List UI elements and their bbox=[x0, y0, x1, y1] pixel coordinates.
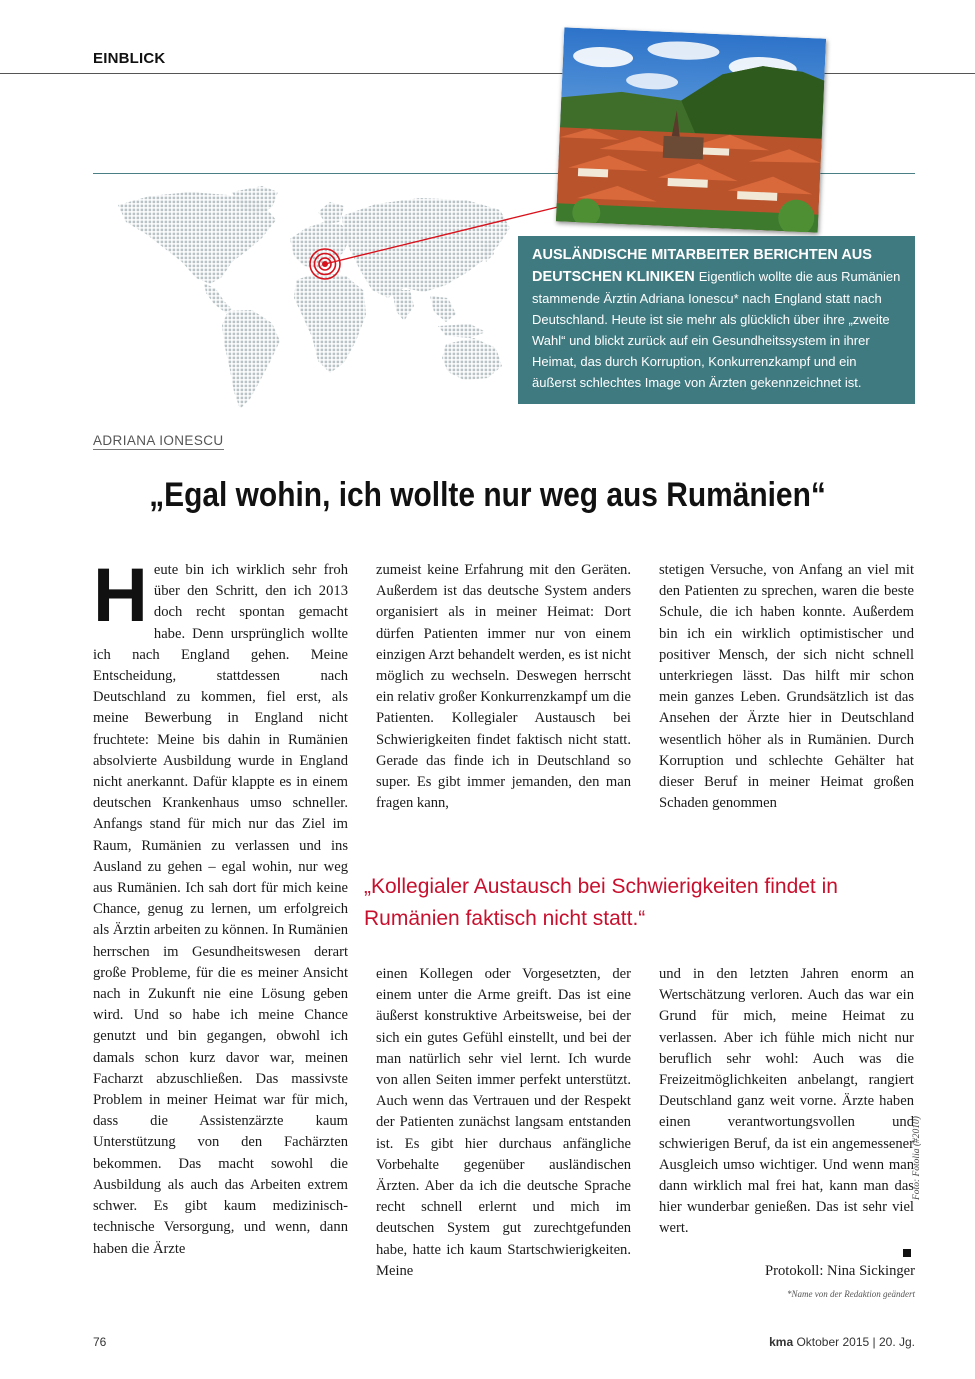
issue-date: Oktober 2015 | 20. Jg. bbox=[796, 1335, 915, 1349]
end-mark-icon bbox=[903, 1249, 911, 1257]
column-3-bottom-text: und in den letzten Jahren enorm an Wertschätzung verloren. Auch das war ein Grund für mich, meine Heimat zu verlassen. Aber ich fühle mich nicht nur beruflich sehr wohl: Auch was die Freizeitmöglichkeiten anbelangt, rangiert Deutschland ganz weit vorne. Ärzte haben einen verantwortungsvollen und schwierigen Beruf, da ist ein angemessener Ausgleich umso wichtiger. Und wenn man dann wirklich mal frei hat, kann man das hier wunderbar genießen. Das ist sehr viel wert. bbox=[659, 966, 914, 1237]
body-column-3-bottom bbox=[659, 964, 914, 1240]
city-photo bbox=[556, 27, 826, 232]
column-3-top-text: stetigen Versuche, von Anfang an viel mit den Patienten zu sprechen, waren die beste Schule, die ich haben konnte. Außerdem bin ich ein wirklich optimistischer und positiver Mensch, der sich nicht schnell unterkriegen lässt. Das hilft mir schon mein ganzes Leben. Grundsätzlich ist das Ansehen der Ärzte hier in Deutschland wesentlich höher als in Rumänien. Durch Korruption und schlechte Gehälter hat dieser Beruf in meiner Heimat großen Schaden genommen bbox=[659, 562, 914, 812]
intro-title: AUSLÄNDISCHE MITARBEITER BERICHTEN AUS DEUTSCHEN KLINIKEN bbox=[532, 247, 872, 285]
column-1-text: eute bin ich wirklich sehr froh über den Schritt, den ich 2013 doch recht spontan gemacht habe. Denn ursprünglich wollte ich nach England gehen. Meine Entscheidung, stattdessen nach Deutschland zu kommen, fiel erst, als meine Bewerbung in England nicht fruchtete: Meine bis dahin in Rumänien absolvierte Ausbildung wurde in England nicht anerkannt. Dafür klappte es in einem deutschen Krankenhaus umso schneller. Anfangs stand für mich nur das Ziel im Raum, Rumänien zu verlassen und ins Ausland zu gehen – egal wohin, nur weg aus Rumänien. Ich sah dort für mich keine Chance, genug zu lernen, um erfolgreich als Ärztin arbeiten zu können. In Rumänien herrschen im Gesundheitswesen derart große Probleme, für die es meiner Ansicht nach in Zukunft nie eine Lösung geben wird. Und so habe ich meine Chance genutzt und bin gegangen, obwohl ich damals schon kurz davor war, meinen Facharzt abzuschließen. Das massivste Problem in meiner Heimat war für mich, dass die Assistenzärzte kaum Unterstützung von den Fachärzten bekommen. Das macht sowohl die Ausbildung als auch das Arbeiten extrem schwer. Es gibt kaum medizinisch-technische Versorgung, und wenn, dann haben die Ärzte bbox=[93, 562, 348, 1257]
column-2-bottom-text: einen Kollegen oder Vorgesetzten, der einem unter die Arme greift. Das ist eine äußerst konstruktive Arbeitsweise, bei der sich ein gutes Gefühl einstellt, und bei der man natürlich sehr viel lernt. Ich wurde von allen Seiten immer perfekt unterstützt. Auch wenn das Vertrauen und der Respekt der Patienten zunächst langsam entstanden ist. Es gibt hier durchaus anfängliche Vorbehalte gegenüber ausländischen Ärzten. Aber da ich die deutsche Sprache recht schnell erlernt und mich im deutschen System gut zurechtgefunden habe, hatte ich kaum Startschwierigkeiten. Meine bbox=[376, 966, 631, 1279]
body-column-1 bbox=[93, 553, 348, 1260]
intro-box bbox=[518, 236, 915, 404]
footnote: *Name von der Redaktion geändert bbox=[787, 1289, 915, 1299]
protocol-credit: Protokoll: Nina Sickinger bbox=[765, 1263, 915, 1279]
body-column-2-bottom bbox=[376, 964, 631, 1282]
continents bbox=[118, 186, 510, 409]
headline: „Egal wohin, ich wollte nur weg aus Rumänien“ bbox=[149, 476, 826, 514]
body-column-3-top bbox=[659, 560, 914, 814]
pull-quote: „Kollegialer Austausch bei Schwierigkeiten findet in Rumänien faktisch nicht statt.“ bbox=[364, 875, 838, 930]
magazine-name: kma bbox=[769, 1335, 794, 1349]
location-marker-icon bbox=[310, 249, 340, 279]
page-number: 76 bbox=[93, 1335, 107, 1349]
author-name: ADRIANA IONESCU bbox=[93, 433, 224, 448]
issue-info bbox=[740, 1335, 915, 1349]
drop-cap: H bbox=[93, 553, 148, 638]
intro-text: Eigentlich wollte die aus Rumänien stammende Ärztin Adriana Ionescu* nach England statt nach Deutschland. Heute ist sie mehr als glücklich über ihre „zweite Wahl“ und blickt zurück auf ein Gesundheitssystem in ihrer Heimat, das durch Korruption, Konkurrenzkampf und ein äußerst schlechtes Image von Ärzten gekennzeichnet ist. bbox=[532, 269, 901, 390]
photo-credit: Foto: Fotolia (#2010) bbox=[912, 1116, 922, 1200]
body-column-2-top bbox=[376, 560, 631, 814]
column-2-top-text: zumeist keine Erfahrung mit den Geräten. Außerdem ist das deutsche System anders organisiert als in meiner Heimat: Dort dürfen Patienten immer nur von einem einzigen Arzt behandelt werden, es ist nicht möglich zu wechseln. Deswegen herrscht ein relativ großer Konkurrenzkampf um die Patienten. Kollegialer Austausch bei Schwierigkeiten findet faktisch nicht statt. Gerade das finde ich in Deutschland so super. Es gibt immer jemanden, den man fragen kann, bbox=[376, 562, 631, 812]
section-label: EINBLICK bbox=[93, 50, 166, 67]
